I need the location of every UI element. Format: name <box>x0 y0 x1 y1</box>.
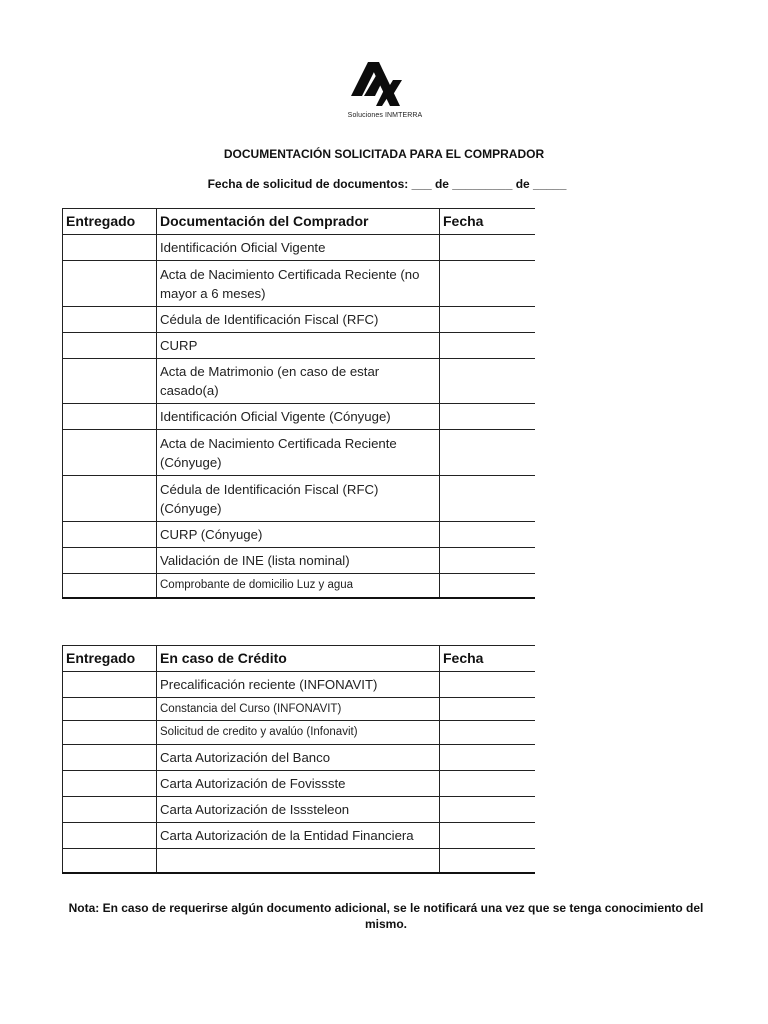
date-cell[interactable] <box>440 261 535 307</box>
table-row <box>63 672 535 698</box>
date-cell[interactable] <box>440 823 535 849</box>
date-cell[interactable] <box>440 404 535 430</box>
date-cell[interactable] <box>440 745 535 771</box>
delivered-cell[interactable] <box>63 548 157 574</box>
table-row <box>63 522 535 548</box>
table-row <box>63 797 535 823</box>
delivered-cell[interactable] <box>63 574 157 598</box>
document-cell: Acta de Nacimiento Certificada Reciente (no mayor a 6 meses) <box>157 261 440 307</box>
delivered-cell[interactable] <box>63 476 157 522</box>
document-cell: Acta de Matrimonio (en caso de estar casado(a) <box>157 359 440 404</box>
table-row <box>63 548 535 574</box>
document-cell: Validación de INE (lista nominal) <box>157 548 440 574</box>
request-date-line: Fecha de solicitud de documentos: ___ de _________ de _____ <box>207 177 567 191</box>
delivered-cell[interactable] <box>63 307 157 333</box>
column-header-date: Fecha <box>440 646 535 672</box>
delivered-cell[interactable] <box>63 745 157 771</box>
delivered-cell[interactable] <box>63 261 157 307</box>
date-cell[interactable] <box>440 430 535 476</box>
date-cell[interactable] <box>440 574 535 598</box>
table-row <box>63 574 535 598</box>
table-row <box>63 771 535 797</box>
company-logo <box>318 58 452 124</box>
delivered-cell[interactable] <box>63 823 157 849</box>
table-row <box>63 745 535 771</box>
table-row <box>63 359 535 404</box>
table-row <box>63 823 535 849</box>
document-cell: CURP <box>157 333 440 359</box>
date-cell[interactable] <box>440 476 535 522</box>
document-cell: Carta Autorización del Banco <box>157 745 440 771</box>
table-row <box>63 849 535 873</box>
table-row <box>63 476 535 522</box>
date-cell[interactable] <box>440 548 535 574</box>
delivered-cell[interactable] <box>63 721 157 745</box>
date-cell[interactable] <box>440 522 535 548</box>
document-cell: CURP (Cónyuge) <box>157 522 440 548</box>
delivered-cell[interactable] <box>63 672 157 698</box>
table-row <box>63 235 535 261</box>
date-cell[interactable] <box>440 849 535 873</box>
delivered-cell[interactable] <box>63 797 157 823</box>
page-title: DOCUMENTACIÓN SOLICITADA PARA EL COMPRADOR <box>223 147 545 161</box>
table-header-row <box>63 209 535 235</box>
delivered-cell[interactable] <box>63 522 157 548</box>
document-cell: Carta Autorización de la Entidad Financiera <box>157 823 440 849</box>
column-header-delivered: Entregado <box>63 646 157 672</box>
document-cell: Cédula de Identificación Fiscal (RFC) (Cónyuge) <box>157 476 440 522</box>
delivered-cell[interactable] <box>63 359 157 404</box>
document-cell <box>157 849 440 873</box>
document-cell: Acta de Nacimiento Certificada Reciente (Cónyuge) <box>157 430 440 476</box>
credit-documents-table <box>62 645 535 874</box>
table-row <box>63 307 535 333</box>
table-row <box>63 404 535 430</box>
column-header-document: En caso de Crédito <box>157 646 440 672</box>
column-header-document: Documentación del Comprador <box>157 209 440 235</box>
document-cell: Carta Autorización de Fovissste <box>157 771 440 797</box>
date-cell[interactable] <box>440 672 535 698</box>
column-header-delivered: Entregado <box>63 209 157 235</box>
document-cell: Comprobante de domicilio Luz y agua <box>157 574 440 598</box>
table-row <box>63 261 535 307</box>
footer-note: Nota: En caso de requerirse algún documento adicional, se le notificará una vez que se tenga conocimiento del mismo. <box>68 901 704 931</box>
buyer-documents-table <box>62 208 535 599</box>
document-cell: Identificación Oficial Vigente <box>157 235 440 261</box>
delivered-cell[interactable] <box>63 333 157 359</box>
table-header-row <box>63 646 535 672</box>
delivered-cell[interactable] <box>63 698 157 721</box>
document-cell: Solicitud de credito y avalúo (Infonavit) <box>157 721 440 745</box>
document-cell: Constancia del Curso (INFONAVIT) <box>157 698 440 721</box>
document-cell: Precalificación reciente (INFONAVIT) <box>157 672 440 698</box>
delivered-cell[interactable] <box>63 404 157 430</box>
date-cell[interactable] <box>440 235 535 261</box>
delivered-cell[interactable] <box>63 235 157 261</box>
table-row <box>63 698 535 721</box>
date-cell[interactable] <box>440 797 535 823</box>
table-row <box>63 333 535 359</box>
delivered-cell[interactable] <box>63 849 157 873</box>
logo-text: Soluciones INMTERRA <box>347 112 423 119</box>
date-cell[interactable] <box>440 721 535 745</box>
delivered-cell[interactable] <box>63 430 157 476</box>
logo-mark-icon <box>318 58 452 112</box>
document-cell: Cédula de Identificación Fiscal (RFC) <box>157 307 440 333</box>
date-cell[interactable] <box>440 771 535 797</box>
delivered-cell[interactable] <box>63 771 157 797</box>
date-cell[interactable] <box>440 359 535 404</box>
date-cell[interactable] <box>440 698 535 721</box>
column-header-date: Fecha <box>440 209 535 235</box>
table-row <box>63 430 535 476</box>
document-cell: Identificación Oficial Vigente (Cónyuge) <box>157 404 440 430</box>
document-cell: Carta Autorización de Isssteleon <box>157 797 440 823</box>
date-cell[interactable] <box>440 333 535 359</box>
table-row <box>63 721 535 745</box>
date-cell[interactable] <box>440 307 535 333</box>
